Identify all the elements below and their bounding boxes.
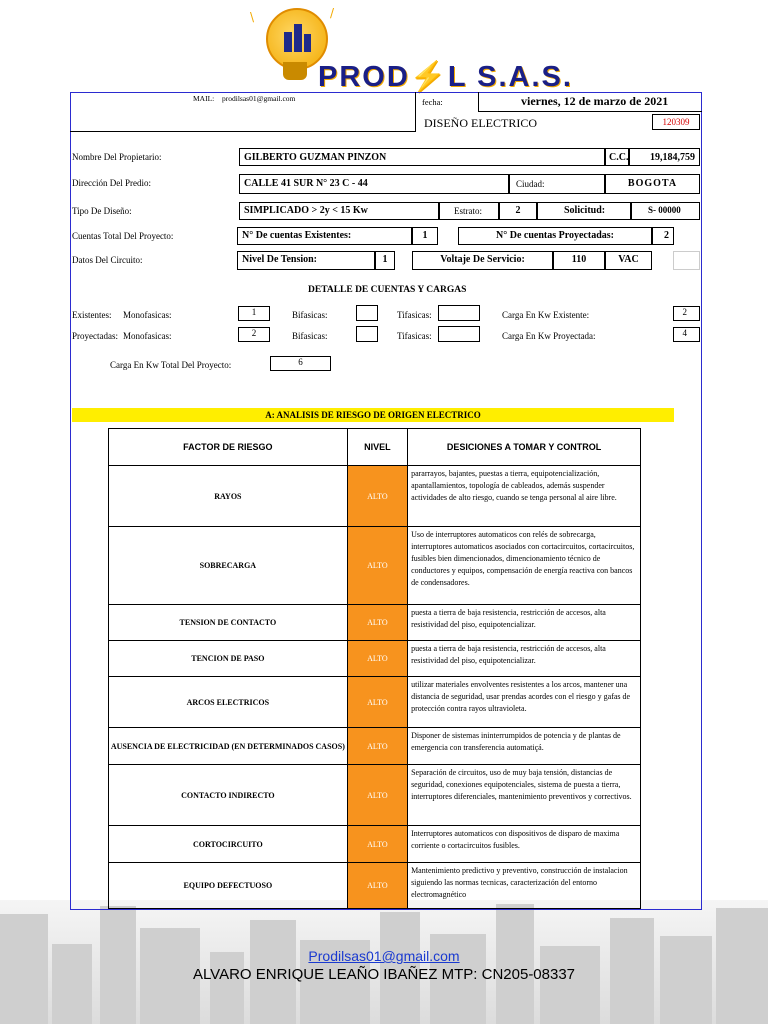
projected-mono-label: Monofasicas: bbox=[123, 331, 172, 341]
detail-title: DETALLE DE CUENTAS Y CARGAS bbox=[308, 285, 467, 295]
table-header-row bbox=[109, 429, 641, 466]
col-nivel-header: NIVEL bbox=[347, 429, 407, 466]
existing-accounts-value: 1 bbox=[412, 227, 438, 245]
table-row bbox=[109, 466, 641, 527]
fecha-value: viernes, 12 de marzo de 2021 bbox=[521, 94, 669, 108]
tension-label: Nivel De Tension: bbox=[237, 251, 375, 270]
city-value: BOGOTA bbox=[605, 174, 700, 194]
design-label: Tipo De Diseño: bbox=[72, 206, 132, 216]
voltage-unit: VAC bbox=[605, 251, 652, 270]
accounts-label: Cuentas Total Del Proyecto: bbox=[72, 231, 174, 241]
risk-control: Disponer de sistemas ininterrumpidos de potencia y de plantas de emergencia con transferencia automatiçá. bbox=[408, 728, 641, 765]
carga-total-value: 6 bbox=[270, 356, 331, 371]
owner-label: Nombre Del Propietario: bbox=[72, 152, 162, 162]
footer-signature: ALVARO ENRIQUE LEAÑO IBAÑEZ MTP: CN205-08337 bbox=[192, 966, 576, 983]
risk-factor: TENCION DE PASO bbox=[109, 641, 348, 677]
table-row bbox=[109, 527, 641, 605]
voltage-value: 110 bbox=[553, 251, 605, 270]
col-desc-header: DESICIONES A TOMAR Y CONTROL bbox=[408, 429, 641, 466]
risk-level: ALTO bbox=[347, 863, 407, 909]
risk-control: utilizar materiales envolventes resistentes a los arcos, mantener una distancia de seguridad, usar prendas acordes con el riesgo y gafas de protección contra rayos ultravioleta. bbox=[408, 677, 641, 728]
brand-logo-text: PROD⚡L S.A.S. bbox=[318, 61, 573, 93]
proyectadas-label: Proyectadas: bbox=[72, 331, 118, 341]
risk-control: Interruptores automaticos con dispositivos de disparo de maxima corriente o cortacircuitos fusibles. bbox=[408, 826, 641, 863]
existing-bi-label: Bifasicas: bbox=[292, 310, 328, 320]
solicitud-label: Solicitud: bbox=[537, 202, 631, 220]
projected-bi-value bbox=[356, 326, 378, 342]
risk-factor: CORTOCIRCUITO bbox=[109, 826, 348, 863]
existing-mono-value: 1 bbox=[238, 306, 270, 321]
risk-level: ALTO bbox=[347, 641, 407, 677]
table-row bbox=[109, 641, 641, 677]
risk-level: ALTO bbox=[347, 826, 407, 863]
risk-level: ALTO bbox=[347, 677, 407, 728]
risk-control: puesta a tierra de baja resistencia, restricción de accesos, alta resistividad del piso, equipotencializar. bbox=[408, 605, 641, 641]
design-value: SIMPLICADO > 2y < 15 Kw bbox=[239, 202, 439, 220]
risk-level: ALTO bbox=[347, 765, 407, 826]
empty-cell bbox=[673, 251, 700, 270]
col-factor-header: FACTOR DE RIESGO bbox=[109, 429, 348, 466]
existing-tri-value bbox=[438, 305, 480, 321]
fecha-label: fecha: bbox=[422, 97, 443, 107]
existing-accounts-label: N° De cuentas Existentes: bbox=[237, 227, 412, 245]
risk-level: ALTO bbox=[347, 466, 407, 527]
carga-existente-value: 2 bbox=[673, 306, 700, 321]
estrato-value: 2 bbox=[499, 202, 537, 220]
address-value: CALLE 41 SUR N° 23 C - 44 bbox=[239, 174, 509, 194]
risk-factor: CONTACTO INDIRECTO bbox=[109, 765, 348, 826]
building-shape bbox=[496, 904, 534, 1024]
risk-factor: ARCOS ELECTRICOS bbox=[109, 677, 348, 728]
risk-level: ALTO bbox=[347, 605, 407, 641]
carga-proyectada-label: Carga En Kw Proyectada: bbox=[502, 331, 596, 341]
risk-factor: RAYOS bbox=[109, 466, 348, 527]
ray-icon: / bbox=[330, 6, 335, 20]
risk-level: ALTO bbox=[347, 728, 407, 765]
risk-level: ALTO bbox=[347, 527, 407, 605]
carga-proyectada-value: 4 bbox=[673, 327, 700, 342]
carga-existente-label: Carga En Kw Existente: bbox=[502, 310, 590, 320]
table-row bbox=[109, 826, 641, 863]
building-shape bbox=[100, 906, 136, 1024]
mail-value: prodilsas01@gmail.com bbox=[222, 94, 296, 103]
risk-factor: SOBRECARGA bbox=[109, 527, 348, 605]
projected-accounts-label: N° De cuentas Proyectadas: bbox=[458, 227, 652, 245]
circuit-label: Datos Del Circuito: bbox=[72, 255, 143, 265]
cc-label: C.C. bbox=[605, 148, 629, 166]
table-row bbox=[109, 765, 641, 826]
existentes-label: Existentes: bbox=[72, 310, 112, 320]
footer-email-link[interactable]: Prodilsas01@gmail.com bbox=[308, 948, 460, 964]
estrato-label: Estrato: bbox=[439, 202, 499, 220]
owner-value: GILBERTO GUZMAN PINZON bbox=[239, 148, 605, 166]
lightbulb-base-icon bbox=[283, 62, 307, 80]
risk-factor: EQUIPO DEFECTUOSO bbox=[109, 863, 348, 909]
risk-control: pararrayos, bajantes, puestas a tierra, equipotencialización, apantallamientos, topología de cableados, además suspender actividades de alto riesgo, cuando se tenga personal al aire libre. bbox=[408, 466, 641, 527]
voltage-label: Voltaje De Servicio: bbox=[412, 251, 553, 270]
city-label: Ciudad: bbox=[509, 174, 605, 194]
ray-icon: \ bbox=[250, 10, 255, 24]
table-row bbox=[109, 605, 641, 641]
solicitud-value: S- 00000 bbox=[631, 202, 700, 220]
risk-control: puesta a tierra de baja resistencia, restricción de accesos, alta resistividad del piso, equipotencializar. bbox=[408, 641, 641, 677]
risk-control: Uso de interruptores automaticos con relés de sobrecarga, interruptores automaticos asociados con cortacircuitos, cortacircuitos, fusibles bien dimencionados, dimencionamiento técnico de conductores y equipos, compensación de energía reactiva con bancos de condensadores. bbox=[408, 527, 641, 605]
tension-value: 1 bbox=[375, 251, 395, 270]
projected-bi-label: Bifasicas: bbox=[292, 331, 328, 341]
risk-control: Separación de circuitos, uso de muy baja tensión, distancias de seguridad, conexiones equipotenciales, sistema de puesta a tierra, interruptores diferenciales, mantenimiento preventivos y correctivos. bbox=[408, 765, 641, 826]
existing-mono-label: Monofasicas: bbox=[123, 310, 172, 320]
address-label: Dirección Del Predio: bbox=[72, 178, 151, 188]
document-number: 120309 bbox=[652, 114, 700, 130]
projected-mono-value: 2 bbox=[238, 327, 270, 342]
projected-tri-label: Tifasicas: bbox=[397, 331, 432, 341]
table-row bbox=[109, 728, 641, 765]
carga-total-label: Carga En Kw Total Del Proyecto: bbox=[110, 360, 232, 370]
risk-control: Mantenimiento predictivo y preventivo, construcción de instalacion siguiendo las normas tecnicas, caracterización del entorno electromagnético bbox=[408, 863, 641, 909]
risk-section-title: A: ANALISIS DE RIESGO DE ORIGEN ELECTRICO bbox=[72, 408, 674, 422]
cc-value: 19,184,759 bbox=[629, 148, 700, 166]
existing-tri-label: Tifasicas: bbox=[397, 310, 432, 320]
risk-table bbox=[108, 428, 641, 909]
table-row bbox=[109, 863, 641, 909]
risk-factor: AUSENCIA DE ELECTRICIDAD (EN DETERMINADOS CASOS) bbox=[109, 728, 348, 765]
existing-bi-value bbox=[356, 305, 378, 321]
table-row bbox=[109, 677, 641, 728]
document-title: DISEÑO ELECTRICO bbox=[424, 116, 537, 130]
risk-factor: TENSION DE CONTACTO bbox=[109, 605, 348, 641]
projected-tri-value bbox=[438, 326, 480, 342]
mail-label: MAIL: bbox=[193, 94, 215, 103]
projected-accounts-value: 2 bbox=[652, 227, 674, 245]
